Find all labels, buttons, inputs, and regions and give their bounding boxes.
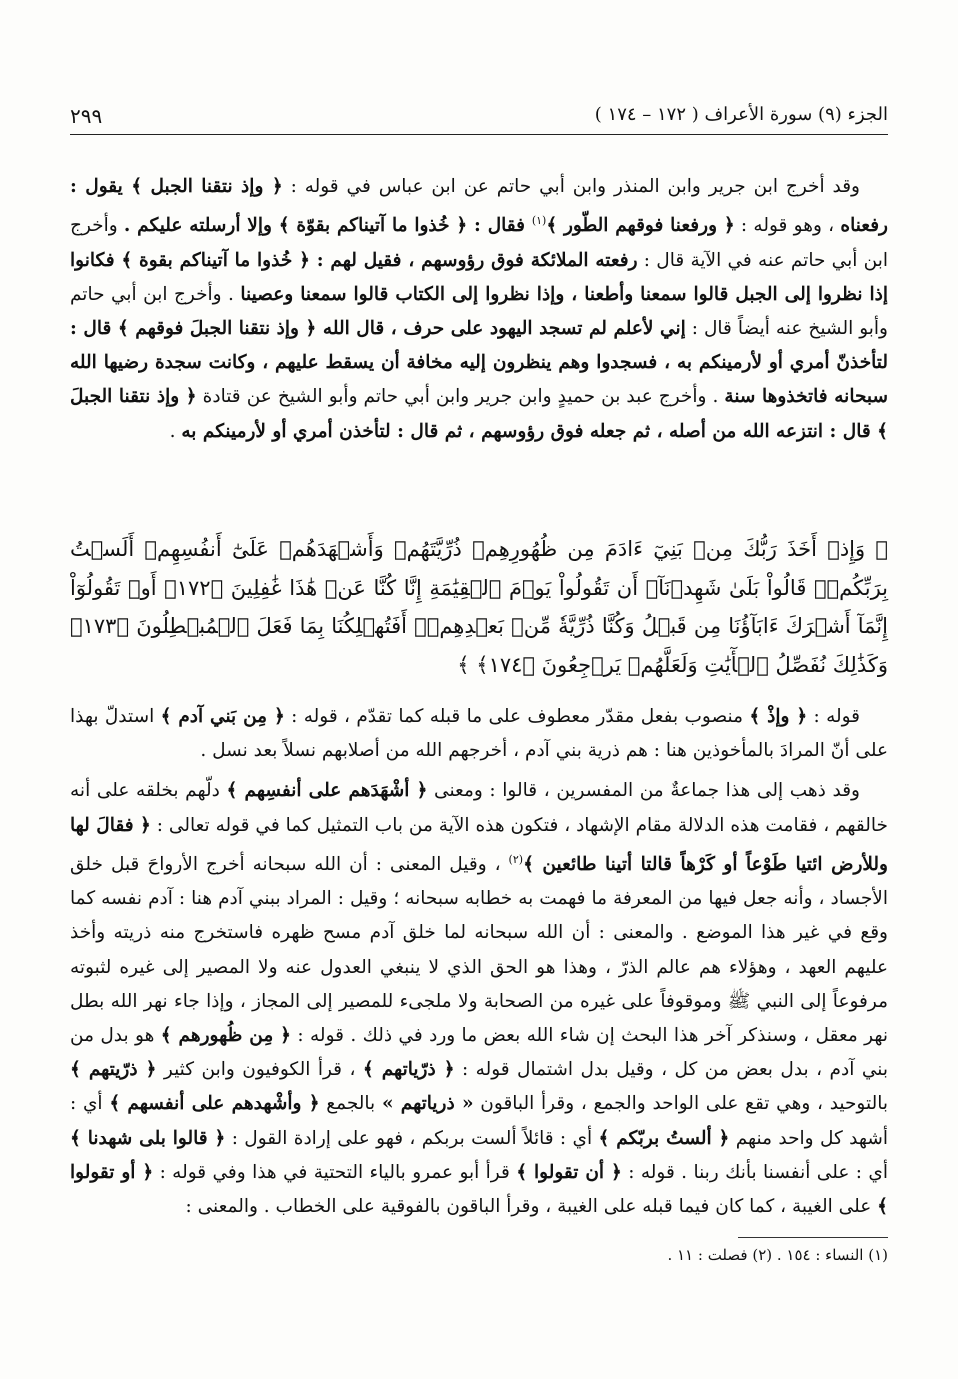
footnote-ref: (٢)	[508, 852, 524, 866]
text-run: .	[169, 420, 182, 442]
quran-quote: ﴿ ذرّيتهم ﴾	[70, 1059, 157, 1081]
text-run: وأخرج ابن أبي حاتم عنه في الآية قال :	[70, 215, 889, 271]
quote-bold: ﴿ وإذ نتقنا الجبلَ ﴾ قال : انتزعه الله من أصله ، ثم جعله فوق رؤوسهم ، ثم قال : لتأخذن أمري أو لأرمينكم به	[70, 386, 888, 442]
text-run: قرأ أبو عمرو بالياء التحتية في هذا وفي قوله :	[153, 1161, 517, 1183]
text-run: بالجمع	[319, 1093, 382, 1115]
text-run: ، وهو قوله :	[734, 215, 841, 237]
quran-quote: ﴿ ألستُ بربّكم ﴾	[598, 1127, 730, 1149]
text-run: وقد ذهب إلى هذا جماعةٌ من المفسرين ، قالوا : ومعنى	[427, 780, 860, 802]
text-run: وقد أخرج ابن جرير وابن المنذر وابن أبي حاتم عن ابن عباس في قوله :	[282, 176, 860, 197]
text-run: أي : أشهد كل واحد منهم	[70, 1093, 889, 1149]
text-run: أي : على أنفسنا بأنك ربنا . قوله :	[621, 1161, 888, 1183]
quran-quote: ﴿ أن تقولوا ﴾	[516, 1161, 622, 1183]
text-run: قوله :	[807, 706, 861, 727]
commentary-section-2	[70, 700, 888, 1224]
quran-quote: ﴿ وأشْهدهم على أنفسهم ﴾	[109, 1093, 320, 1115]
quran-quote: ﴿ أو تقولوا ﴾	[70, 1161, 888, 1217]
text-run: أي : قائلاً ألست بربكم ، فهو على إرادة القول :	[225, 1127, 599, 1149]
text-run: منصوب بفعل مقدّر معطوف على ما قبله كما تقدّم ، قوله :	[284, 706, 750, 727]
quran-quote: « ذرياتهم »	[381, 1093, 474, 1115]
quran-quote: ﴿ ذرّياتهم ﴾	[362, 1059, 455, 1081]
footnotes: (١) النساء : ١٥٤ . (٢) فصلت : ١١ .	[667, 1246, 888, 1264]
quote-bold: ﴿ وإذ نتقنا الجبل ﴾ يقول : رفعناه	[70, 176, 888, 237]
quran-quote: ﴿ أشْهَدَهم على أنفسِهم ﴾	[226, 780, 428, 802]
text-run: دلّهم بخلقه على أنه خالقهم ، فقامت هذه الدلالة مقام الإشهاد ، فتكون هذه الآية من باب التمثيل كما في قوله تعالى :	[70, 780, 888, 836]
quran-verses-block: ﴿ وَإِذۡ أَخَذَ رَبُّكَ مِنۢ بَنِيٓ ءَادَمَ مِن ظُهُورِهِمۡ ذُرِّيَّتَهُمۡ وَأَشۡهَدَهُمۡ عَلَىٰٓ أَنفُسِهِمۡ أَلَسۡتُ بِرَبِّكُمۡۖ قَالُواْ بَلَىٰ شَهِدۡنَآۚ أَن تَقُولُواْ يَوۡمَ ٱلۡقِيَٰمَةِ إِنَّا كُنَّا عَنۡ هَٰذَا غَٰفِلِينَ ﴿١٧٢﴾ أَوۡ تَقُولُوٓاْ إِنَّمَآ أَشۡرَكَ ءَابَآؤُنَا مِن قَبۡلُ وَكُنَّا ذُرِّيَّةٗ مِّنۢ بَعۡدِهِمۡۖ أَفَتُهۡلِكُنَا بِمَا فَعَلَ ٱلۡمُبۡطِلُونَ ﴿١٧٣﴾ وَكَذَٰلِكَ نُفَصِّلُ ٱلۡأٓيَٰتِ وَلَعَلَّهُمۡ يَرۡجِعُونَ ﴿١٧٤﴾ ﴾	[70, 537, 889, 677]
page-number: ٢٩٩	[70, 104, 103, 128]
text-run: على الغيبة ، كما كان فيما قبله على الغيبة ، وقرأ الباقون بالفوقية على الخطاب . والمعنى :	[185, 1196, 878, 1217]
quote-bold: فقال : ﴿ خُذوا ما آتيناكم بقوّة ﴾ وإلا أرسلته عليكم .	[123, 215, 532, 237]
quran-quote: ﴿ قالوا بلى شهدنا ﴾	[70, 1127, 226, 1149]
quran-quote: ﴿ ورفعنا فوقهم الطّور ﴾	[546, 215, 735, 237]
paragraph	[70, 774, 888, 1224]
footnote-ref: (١)	[531, 214, 547, 228]
text-run: ، وقيل المعنى : أن الله سبحانه أخرج الأرواحَ قبل خلق الأجساد ، وأنه جعل فيها من المعرفة ما فهمت به خطابه سبحانه ؛ وقيل : المراد ببني آدم هنا : آدم نفسه كما وقع في غير هذا الموضع . والمعنى : أن الله سبحانه لما خلق آدم مسح ظهره فاستخرج منه ذريته وأخذ عليهم العهد ، وهؤلاء هم عالم الذرّ ، وهذا هو الحق الذي لا ينبغي العدول عنه ولا المصير إلى غيره لثبوته مرفوعاً إلى النبي ﷺ وموقوفاً على غيره من الصحابة ولا ملجىء للمصير إلى المجاز ، وإذا جاء نهر الله بطل نهر معقل ، وسنذكر آخر هذا البحث إن شاء الله بعض ما ورد في ذلك . قوله :	[70, 853, 888, 1046]
page-header	[70, 98, 888, 135]
running-title: الجزء (٩) سورة الأعراف ( ١٧٢ – ١٧٤ )	[594, 104, 888, 125]
quote-bold: إني لأعلم لم تسجد اليهود على حرف ، قال الله ﴿ وإذ نتقنا الجبلَ فوقهم ﴾ قال : لتأخذنّ أمري أو لأرمينكم به ، فسجدوا وهم ينظرون إليه مخافة أن يسقط عليهم ، وكانت سجدة رضيها الله سبحانه فاتخذوها سنة	[70, 317, 888, 408]
text-run: . وأخرج ابن أبي حاتم وأبو الشيخ عنه أيضاً قال :	[70, 283, 888, 339]
paragraph	[70, 700, 888, 768]
quote-bold: رفعته الملائكة فوق رؤوسهم ، فقيل لهم : ﴿ خُذوا ما آتيناكم بقوة ﴾ فكانوا إذا نظروا إلى الجبل قالوا سمعنا وأطعنا ، وإذا نظروا إلى الكتاب قالوا سمعنا وعصينا	[70, 249, 888, 305]
quran-quote: ﴿ وإذْ ﴾	[749, 706, 808, 727]
text-run: . وأخرج عبد بن حميدٍ وابن جرير وابن أبي حاتم وأبو الشيخ عن قتادة	[196, 386, 725, 408]
paragraph	[70, 170, 888, 449]
quran-quote: ﴿ فقالَ لها وللأرض ائتيا طَوْعاً أو كَرْهاً قالتا أتينا طائعين ﴾	[70, 814, 888, 875]
quran-quote: ﴿ مِن ظُهورهم ﴾	[160, 1024, 292, 1046]
commentary-section-1	[70, 170, 888, 449]
text-run: هو بدل من بني آدم ، بدل بعض من كل ، وقيل بدل اشتمال قوله :	[70, 1024, 888, 1081]
footnote-divider	[738, 1237, 888, 1238]
text-run: استدلّ بهذا على أنّ المرادَ بالمأخوذين هنا : هم ذرية بني آدم ، أخرجهم الله من أصلابهم نسلاً بعد نسل .	[70, 706, 888, 762]
text-run: بالتوحيد ، وهي تقع على الواحد والجمع ، وقرأ الباقون	[473, 1093, 888, 1115]
text-run: ، قرأ الكوفيون وابن كثير	[156, 1059, 363, 1081]
quran-quote: ﴿ مِن بَني آدم ﴾	[160, 706, 285, 727]
